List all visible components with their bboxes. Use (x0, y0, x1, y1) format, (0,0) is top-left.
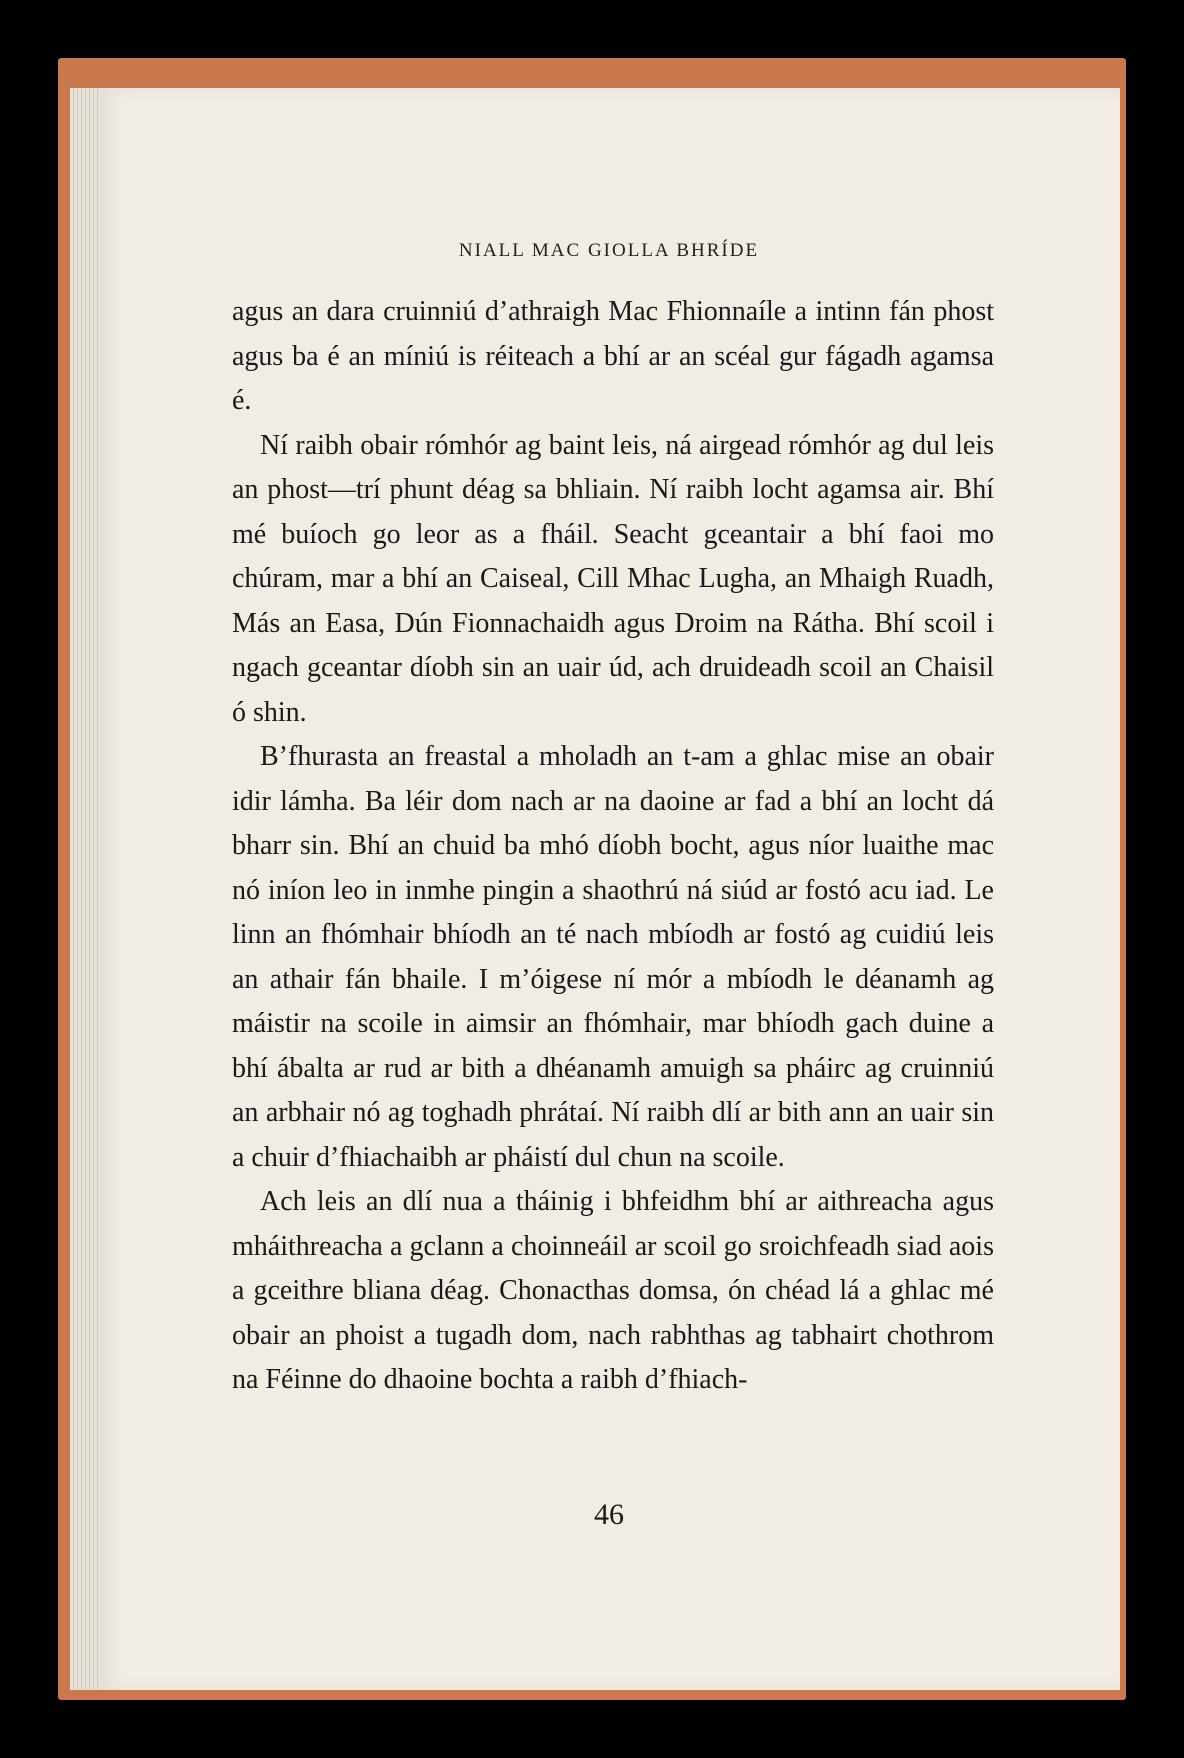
paragraph: Ní raibh obair rómhór ag baint leis, ná airgead rómhór ag dul leis an phost—trí phunt déag sa bhliain. Ní raibh locht agamsa air. Bhí mé buíoch go leor as a fháil. Seacht gceantair a bhí faoi mo chúram, mar a bhí an Caiseal, Cill Mhac Lugha, an Mhaigh Ruadh, Más an Easa, Dún Fionnachaidh agus Droim na Rátha. Bhí scoil i ngach gceantar díobh sin an uair úd, ach druideadh scoil an Chaisil ó shin. (232, 429, 994, 728)
paragraph: Ach leis an dlí nua a tháinig i bhfeidhm bhí ar aithreacha agus mháithreacha a gclann a choinneáil ar scoil go sroichfeadh siad aois a gceithre bliana déag. Chonacthas domsa, ón chéad lá a ghlac mé obair an phoist a tugadh dom, nach rabhthas ag tabhairt chothrom na Féinne do dhaoine bochta a raibh d’fhiach- (232, 1186, 994, 1395)
paragraph: B’fhurasta an freastal a mholadh an t-am a ghlac mise an obair idir lámha. Ba léir dom nach ar na daoine ar fad a bhí an locht dá bharr sin. Bhí an chuid ba mhó díobh bocht, agus níor luaithe mac nó iníon leo in inmhe pingin a shaothrú ná siúd ar fostó acu iad. Le linn an fhómhair bhíodh an té nach mbíodh ar fostó ag cuidiú leis an athair fán bhaile. I m’óigese ní mór a mbíodh le déanamh ag máistir na scoile in aimsir an fhómhair, mar bhíodh gach duine a bhí ábalta ar rud ar bith a dhéanamh amuigh sa pháirc ag cruinniú an arbhair nó ag toghadh phrátaí. Ní raibh dlí ar bith ann an uair sin a chuir d’fhiachaibh ar pháistí dul chun na scoile. (232, 741, 994, 1173)
paragraph: agus an dara cruinniú d’athraigh Mac Fhionnaíle a intinn fán phost agus ba é an míniú is réiteach a bhí ar an scéal gur fágadh agamsa é. (232, 296, 994, 416)
body-text (232, 290, 994, 1403)
book-page (98, 88, 1120, 1690)
page-number: 46 (594, 1498, 624, 1531)
running-header: NIALL MAC GIOLLA BHRÍDE (458, 240, 760, 261)
